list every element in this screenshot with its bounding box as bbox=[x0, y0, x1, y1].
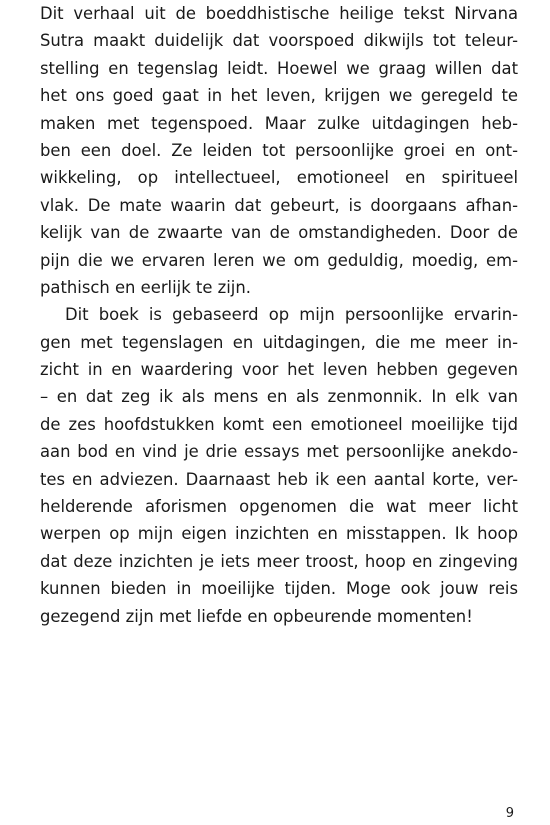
text-line: stelling en tegenslag leidt. Hoewel we graag willen dat bbox=[40, 58, 518, 78]
text-line: kelijk van de zwaarte van de omstandigheden. Door de bbox=[40, 223, 518, 243]
text-line: de zes hoofdstukken komt een emotioneel moeilijke tijd bbox=[40, 414, 518, 434]
text-line: gezegend zijn met liefde en opbeurende momenten! bbox=[40, 606, 473, 626]
text-line: dat deze inzichten je iets meer troost, hoop en zingeving bbox=[40, 551, 518, 571]
text-line: tes en adviezen. Daarnaast heb ik een aantal korte, ver- bbox=[40, 469, 518, 489]
text-line: Sutra maakt duidelijk dat voorspoed dikwijls tot teleur- bbox=[40, 31, 518, 51]
text-line: vlak. De mate waarin dat gebeurt, is doorgaans afhan- bbox=[40, 195, 518, 215]
text-line: ben een doel. Ze leiden tot persoonlijke groei en ont- bbox=[40, 140, 518, 160]
text-line: gen met tegenslagen en uitdagingen, die me meer in- bbox=[40, 332, 518, 352]
text-line: pathisch en eerlijk te zijn. bbox=[40, 277, 251, 297]
text-line: Dit verhaal uit de boeddhistische heilige tekst Nirvana bbox=[40, 4, 518, 23]
text-line: zicht in en waardering voor het leven hebben gegeven bbox=[40, 360, 518, 380]
text-line: het ons goed gaat in het leven, krijgen we geregeld te bbox=[40, 86, 518, 106]
text-line: kunnen bieden in moeilijke tijden. Moge ook jouw reis bbox=[40, 579, 518, 599]
text-line: – en dat zeg ik als mens en als zenmonnik. In elk van bbox=[40, 387, 518, 407]
text-line: Dit boek is gebaseerd op mijn persoonlijke ervarin- bbox=[65, 305, 518, 325]
text-line: werpen op mijn eigen inzichten en misstappen. Ik hoop bbox=[40, 524, 518, 544]
text-line: maken met tegenspoed. Maar zulke uitdagingen heb- bbox=[40, 113, 518, 133]
text-line: wikkeling, op intellectueel, emotioneel en spiritueel bbox=[40, 168, 518, 188]
text-line: aan bod en vind je drie essays met persoonlijke anekdo- bbox=[40, 442, 518, 462]
page-number: 9 bbox=[505, 806, 514, 821]
text-line: helderende aforismen opgenomen die wat meer licht bbox=[40, 497, 518, 517]
text-line: pijn die we ervaren leren we om geduldig, moedig, em- bbox=[40, 250, 518, 270]
body-text bbox=[40, 0, 518, 630]
